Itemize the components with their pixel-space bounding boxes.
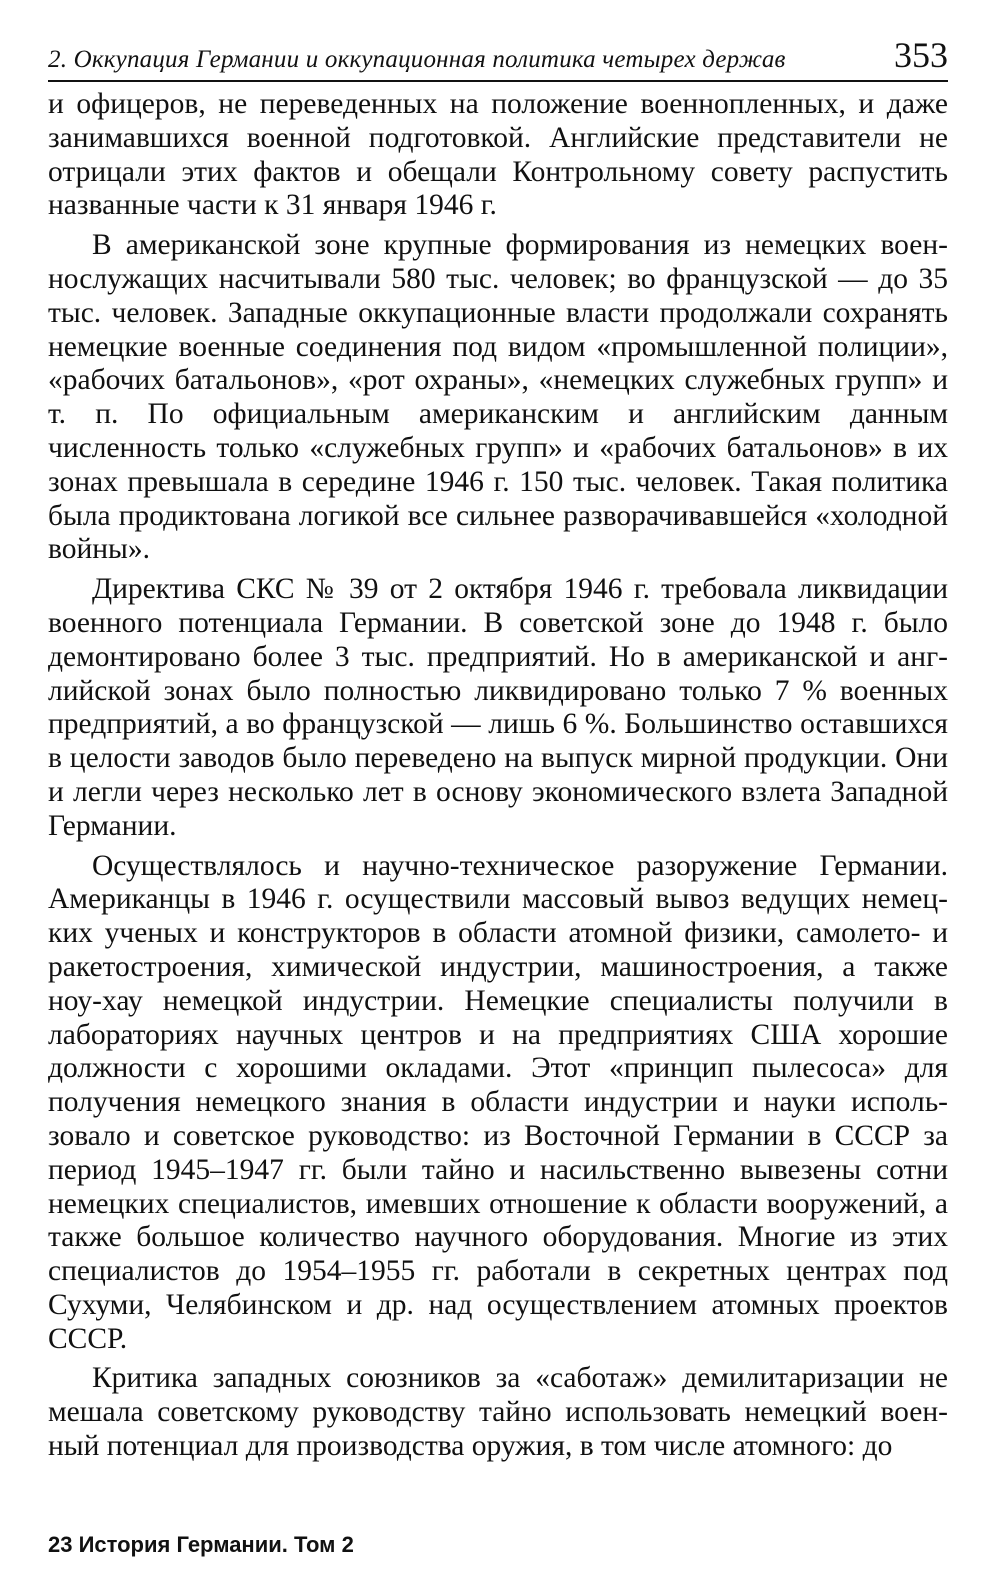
paragraph: Осуществлялось и научно-техническое разоружение Германии. Американцы в 1946 г. осуществили массовый вывоз ведущих немецких ученых и конструкторов в области атомной физики, самолето- и ракетостроения, химической индустрии, машиностроения, а также ноу-хау немецкой индустрии. Немецкие специалисты получили в лабораториях научных центров и на предприятиях США хорошие должности с хорошими окладами. Этот «принцип пылесоса» для получения немецкого знания в области индустрии и науки использовало и советское руководство: из Восточной Германии в СССР за период 1945–1947 гг. были тайно и насильственно вывезены сотни немецких специалистов, имевших отношение к области вооружений, а также большое количество научного оборудования. Многие из этих специалистов до 1954–1955 гг. работали в секретных центрах под Сухуми, Челябинском и др. над осуществлением атомных проектов СССР. (48, 849, 948, 1355)
book-page (48, 28, 948, 1558)
page-number: 353 (894, 35, 948, 75)
paragraph-continued: и офицеров, не переведенных на положение военнопленных, и даже занимавшихся военной подготовкой. Английские представители не отрицали этих фактов и обещали Контрольному совету распустить названные части к 31 января 1946 г. (48, 88, 948, 222)
paragraph: В американской зоне крупные формирования из немецких военнослужащих насчитывали 580 тыс. человек; во французской — до 35 тыс. человек. Западные оккупационные власти продолжали сохранять немецкие военные соединения под видом «промышленной полиции», «рабочих батальонов», «рот охраны», «немецких служебных групп» и т. п. По официальным американским и английским данным численность только «служебных групп» и «рабочих батальонов» в их зонах превышала в середине 1946 г. 150 тыс. человек. Такая политика была продиктована логикой все сильнее разворачивавшейся «холодной войны». (48, 229, 948, 566)
running-title: 2. Оккупация Германии и оккупационная политика четырех держав (48, 46, 786, 73)
body-text (48, 88, 948, 1464)
printer-signature: 23 История Германии. Том 2 (48, 1532, 354, 1557)
paragraph: Критика западных союзников за «саботаж» демилитаризации не мешала советскому руководству тайно использовать немецкий военный потенциал для производства оружия, в том числе атомного: до (48, 1362, 948, 1463)
running-header (48, 28, 948, 82)
paragraph: Директива СКС № 39 от 2 октября 1946 г. требовала ликвидации военного потенциала Германии. В советской зоне до 1948 г. было демонтировано более 3 тыс. предприятий. Но в американской и английской зонах было полностью ликвидировано только 7 % военных предприятий, а во французской — лишь 6 %. Большинство оставшихся в целости заводов было переведено на выпуск мирной продукции. Они и легли через несколько лет в основу экономического взлета Западной Германии. (48, 573, 948, 842)
